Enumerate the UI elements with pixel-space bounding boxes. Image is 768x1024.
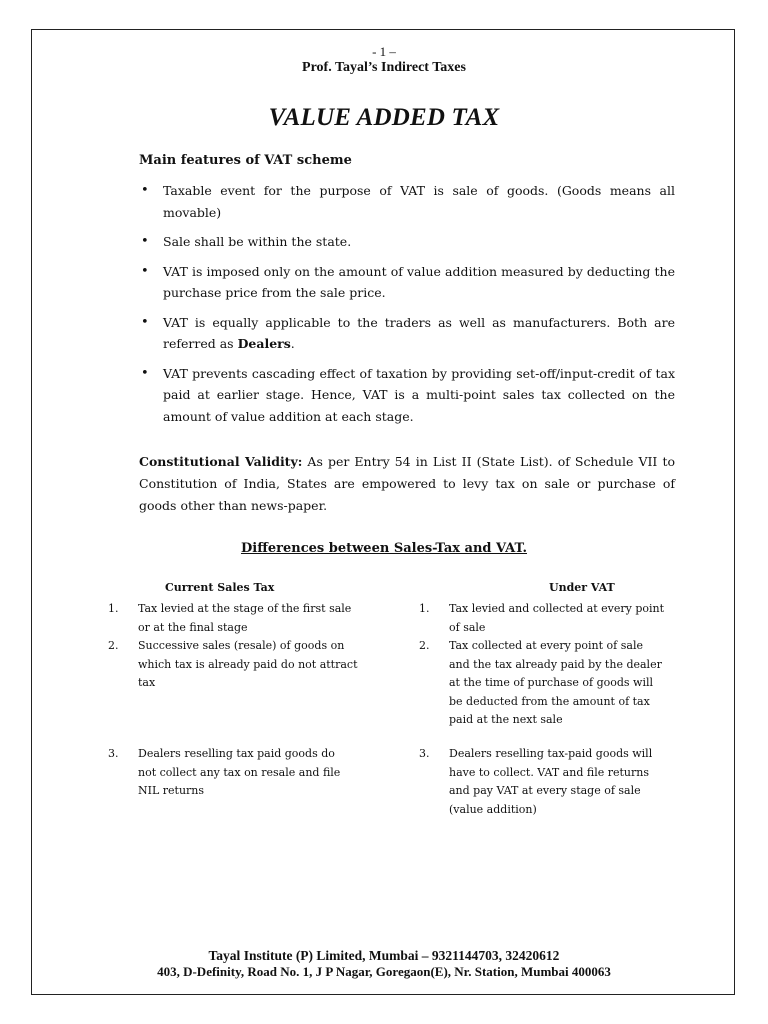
feature-text: Sale shall be within the state.	[163, 234, 352, 249]
features-list	[139, 180, 675, 435]
item-number: 2.	[419, 639, 430, 652]
constitutional-validity-paragraph	[139, 451, 675, 517]
column-header-under-vat: Under VAT	[549, 581, 615, 594]
bullet-icon: •	[141, 183, 149, 198]
constitutional-validity-text: As per Entry 54 in List II (State List). of Schedule VII to Constitution of India, States are empowered to levy tax on sale or purchase of goods other than news-paper.	[139, 454, 675, 513]
page-number: - 1 –	[372, 44, 396, 59]
feature-text: VAT is equally applicable to the traders as well as manufacturers. Both are referred as	[163, 314, 675, 351]
item-text-line: and pay VAT at every stage of sale	[449, 784, 641, 797]
item-text-line: at the time of purchase of goods will	[449, 676, 654, 689]
item-number: 2.	[108, 639, 119, 652]
item-text-line: have to collect. VAT and file returns	[449, 765, 649, 779]
item-text-line: be deducted from the amount of tax	[449, 694, 650, 708]
item-text-line: NIL returns	[138, 784, 205, 797]
item-text	[449, 600, 664, 637]
feature-item	[139, 363, 675, 428]
item-text	[138, 637, 358, 693]
item-text-line: not collect any tax on resale and file	[138, 765, 341, 779]
item-text	[138, 600, 351, 637]
item-number: 3.	[419, 747, 430, 760]
item-text-line: of sale	[449, 620, 486, 634]
column-header-current-sales-tax: Current Sales Tax	[165, 581, 275, 594]
item-text-line: tax	[138, 676, 156, 689]
constitutional-validity-label: Constitutional Validity:	[139, 454, 303, 469]
item-text-line: or at the final stage	[138, 620, 248, 634]
feature-text-after: .	[290, 336, 295, 351]
footer-address-line: 403, D-Definity, Road No. 1, J P Nagar, Goregaon(E), Nr. Station, Mumbai 400063	[157, 964, 611, 979]
item-number: 3.	[108, 747, 119, 760]
feature-item	[139, 231, 675, 253]
item-text	[449, 745, 652, 819]
item-number: 1.	[108, 602, 119, 615]
item-text	[449, 637, 662, 730]
feature-text: Taxable event for the purpose of VAT is sale of goods. (Goods means all movable)	[163, 183, 675, 220]
document-title: VALUE ADDED TAX	[268, 104, 500, 131]
feature-item	[139, 180, 675, 223]
item-text-line: Tax levied and collected at every point	[449, 602, 665, 615]
item-text-line: paid at the next sale	[449, 713, 563, 726]
bullet-icon: •	[141, 263, 149, 279]
features-heading: Main features of VAT scheme	[139, 153, 352, 168]
item-text-line: and the tax already paid by the dealer	[449, 657, 662, 671]
running-head: Prof. Tayal’s Indirect Taxes	[302, 60, 466, 75]
feature-item	[139, 312, 675, 355]
item-text	[138, 745, 340, 801]
feature-item	[139, 261, 675, 304]
item-text-line: Dealers reselling tax-paid goods will	[449, 747, 653, 760]
item-text-line: which tax is already paid do not attract	[138, 657, 358, 671]
feature-text: VAT prevents cascading effect of taxation by providing set-off/input-credit of tax paid at earlier stage. Hence, VAT is a multi-point sales tax collected on the amount of value addition at each stage.	[163, 365, 675, 424]
item-text-line: (value addition)	[449, 802, 537, 816]
bullet-icon: •	[141, 365, 149, 381]
feature-text: VAT is imposed only on the amount of value addition measured by deducting the purchase price from the sale price.	[163, 263, 675, 300]
feature-bold-term: Dealers	[237, 336, 291, 351]
item-text-line: Tax collected at every point of sale	[449, 639, 643, 652]
item-number: 1.	[419, 602, 430, 615]
footer-institute-line: Tayal Institute (P) Limited, Mumbai – 9321144703, 32420612	[208, 948, 560, 963]
item-text-line: Dealers reselling tax paid goods do	[138, 747, 335, 760]
differences-heading: Differences between Sales-Tax and VAT.	[240, 541, 527, 556]
item-text-line: Tax levied at the stage of the first sale	[138, 602, 352, 615]
bullet-icon: •	[141, 314, 149, 330]
item-text-line: Successive sales (resale) of goods on	[138, 639, 345, 652]
bullet-icon: •	[141, 234, 149, 249]
